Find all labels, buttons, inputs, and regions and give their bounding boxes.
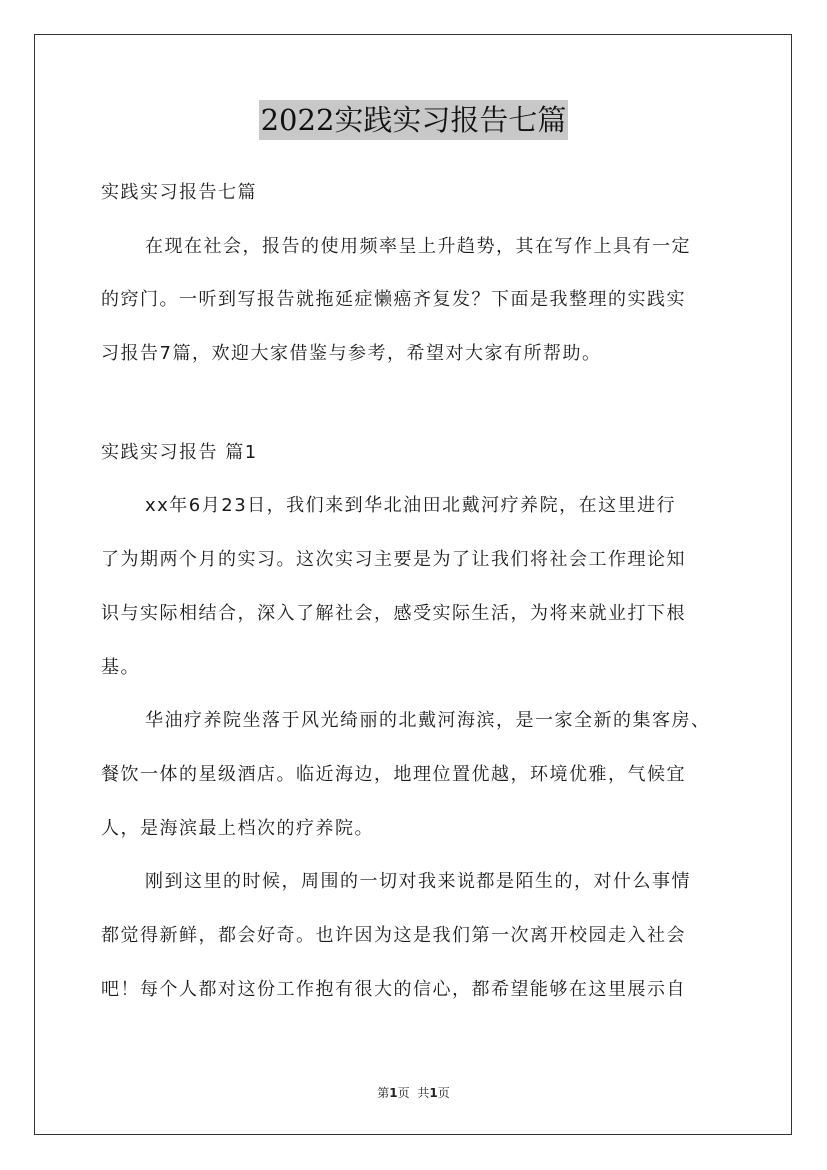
intro-line-1: 在现在社会，报告的使用频率呈上升趋势，其在写作上具有一定 — [145, 235, 691, 257]
intro-line-2: 的窍门。一听到写报告就拖延症懒癌齐复发？下面是我整理的实践实 — [101, 289, 686, 311]
title-container — [0, 100, 827, 140]
paragraph3-line-3: 吧！每个人都对这份工作抱有很大的信心，都希望能够在这里展示自 — [101, 978, 686, 1000]
document-body — [101, 170, 731, 1020]
page-suffix: 页 — [397, 1086, 410, 1100]
paragraph2-line-2: 餐饮一体的星级酒店。临近海边，地理位置优越，环境优雅，气候宜 — [101, 763, 686, 785]
paragraph1-line-4: 基。 — [101, 656, 140, 678]
paragraph3-line-2: 都觉得新鲜，都会好奇。也许因为这是我们第一次离开校园走入社会 — [101, 924, 686, 946]
paragraph1-line-2: 了为期两个月的实习。这次实习主要是为了让我们将社会工作理论知 — [101, 549, 686, 571]
intro-line-3: 习报告7篇，欢迎大家借鉴与参考，希望对大家有所帮助。 — [101, 343, 602, 365]
total-prefix: 共 — [417, 1086, 430, 1100]
section-spacer — [101, 385, 731, 430]
total-suffix: 页 — [437, 1086, 450, 1100]
subtitle: 实践实习报告七篇 — [101, 182, 257, 203]
paragraph2-line-3: 人，是海滨最上档次的疗养院。 — [101, 817, 374, 839]
paragraph3-line-1: 刚到这里的时候，周围的一切对我来说都是陌生的，对什么事情 — [145, 871, 691, 893]
section-heading: 实践实习报告 篇1 — [101, 441, 258, 463]
page-current: 1 — [389, 1086, 398, 1100]
paragraph1-line-3: 识与实际相结合，深入了解社会，感受实际生活，为将来就业打下根 — [101, 602, 686, 624]
paragraph2-line-1: 华油疗养院坐落于风光绮丽的北戴河海滨，是一家全新的集客房、 — [145, 710, 711, 732]
page-footer — [0, 1084, 827, 1101]
page-total: 1 — [429, 1086, 438, 1100]
page-prefix: 第 — [377, 1086, 390, 1100]
document-title: 2022实践实习报告七篇 — [259, 100, 569, 140]
paragraph1-line-1: xx年6月23日，我们来到华北油田北戴河疗养院，在这里进行 — [145, 495, 677, 517]
